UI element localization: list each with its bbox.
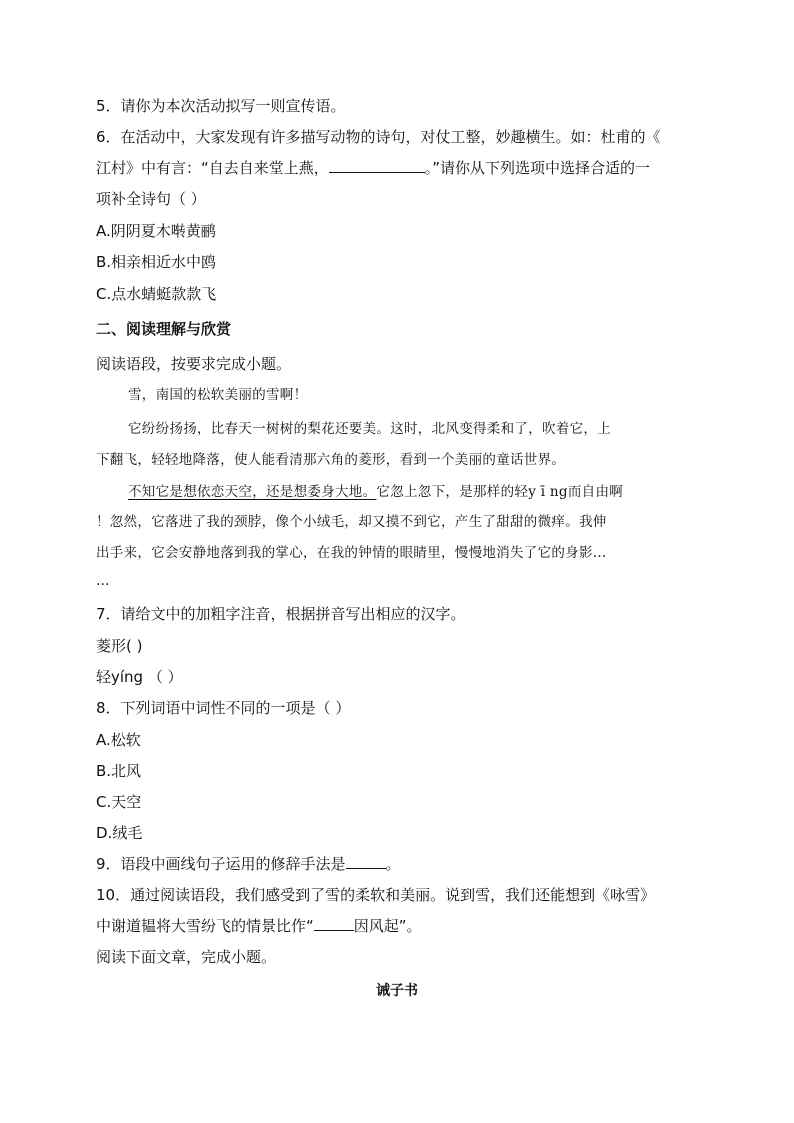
question-10-text-a: 中谢道韫将大雪纷飞的情景比作“ bbox=[96, 917, 314, 935]
question-10-line-2 bbox=[96, 915, 706, 937]
reading-instruction: 阅读语段，按要求完成小题。 bbox=[96, 355, 292, 373]
answer-blank bbox=[346, 854, 386, 869]
passage-paragraph-3-line-4: … bbox=[96, 573, 110, 589]
q8-option-c: C.天空 bbox=[96, 793, 142, 811]
article-title: 诫子书 bbox=[376, 983, 418, 999]
question-9 bbox=[96, 853, 706, 875]
passage-paragraph-3-line-1 bbox=[128, 481, 738, 503]
underlined-sentence: 不知它是想依恋天空，还是想委身大地。 bbox=[128, 484, 377, 500]
question-10-line-1: 10．通过阅读语段，我们感受到了雪的柔软和美丽。说到雪，我们还能想到《咏雪》 bbox=[96, 886, 656, 904]
question-5: 5．请你为本次活动拟写一则宣传语。 bbox=[96, 97, 346, 115]
question-7-item-2: 轻yíng （ ） bbox=[96, 668, 183, 686]
passage-paragraph-3-line-2: ！忽然，它落进了我的颈脖，像个小绒毛，却又摸不到它，产生了甜甜的微痒。我伸 bbox=[96, 514, 607, 530]
option-b: B.相亲相近水中鸥 bbox=[96, 253, 217, 271]
answer-blank bbox=[329, 158, 425, 173]
section-heading: 二、阅读理解与欣赏 bbox=[96, 320, 232, 338]
reading-instruction-2: 阅读下面文章，完成小题。 bbox=[96, 948, 277, 966]
q8-option-b: B.北风 bbox=[96, 762, 142, 780]
question-6-text-b: 。”请你从下列选项中选择合适的一 bbox=[424, 159, 651, 177]
passage-text: 它忽上忽下，是那样的轻y ī ng而自由啊 bbox=[376, 484, 624, 500]
passage-paragraph-2-line-2: 下翻飞，轻轻地降落，使人能看清那六角的菱形，看到一个美丽的童话世界。 bbox=[96, 452, 566, 468]
question-7: 7．请给文中的加粗字注音，根据拼音写出相应的汉字。 bbox=[96, 605, 466, 623]
question-10-text-b: 因风起”。 bbox=[353, 917, 422, 935]
passage-paragraph-3-line-3: 出手来，它会安静地落到我的掌心，在我的钟情的眼睛里，慢慢地消失了它的身影… bbox=[96, 545, 607, 561]
question-6-text-a: 江村》中有言：“自去自来堂上燕， bbox=[96, 159, 329, 177]
question-6-line-3: 项补全诗句（ ） bbox=[96, 190, 206, 208]
question-6-line-2 bbox=[96, 157, 706, 179]
question-9-suffix: 。 bbox=[385, 855, 401, 873]
option-c: C.点水蜻蜓款款飞 bbox=[96, 285, 217, 303]
passage-paragraph-2-line-1: 它纷纷扬扬，比春天一树树的梨花还要美。这时，北风变得柔和了，吹着它，上 bbox=[128, 421, 611, 437]
q8-option-d: D.绒毛 bbox=[96, 824, 143, 842]
option-a: A.阴阴夏木啭黄鹂 bbox=[96, 222, 216, 240]
question-8: 8．下列词语中词性不同的一项是（ ） bbox=[96, 699, 351, 717]
question-7-item-1: 菱形( ) bbox=[96, 637, 143, 655]
q8-option-a: A.松软 bbox=[96, 731, 141, 749]
passage-paragraph-1: 雪，南国的松软美丽的雪啊！ bbox=[128, 387, 308, 403]
question-6-line-1: 6．在活动中，大家发现有许多描写动物的诗句，对仗工整，妙趣横生。如：杜甫的《 bbox=[96, 128, 661, 146]
question-9-text: 9．语段中画线句子运用的修辞手法是 bbox=[96, 855, 346, 873]
answer-blank bbox=[314, 916, 354, 931]
